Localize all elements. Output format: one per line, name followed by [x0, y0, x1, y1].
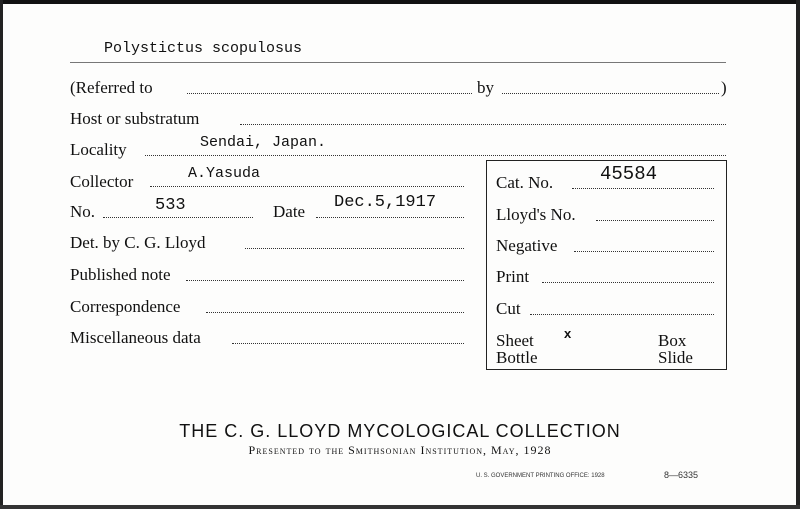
label-host: Host or substratum	[70, 109, 200, 128]
close-paren: )	[721, 78, 727, 97]
box-left-border	[486, 160, 487, 370]
label-date: Date	[273, 202, 306, 221]
label-sheet: Sheet	[496, 331, 534, 350]
label-print: Print	[496, 267, 530, 286]
sheet-mark: x	[564, 326, 572, 341]
printing-office-note: U. S. GOVERNMENT PRINTING OFFICE: 1928	[476, 473, 605, 479]
box-top-border	[486, 160, 727, 161]
scan-edge-bottom	[0, 505, 800, 509]
label-collector: Collector	[70, 172, 134, 191]
box-bottom-border	[486, 369, 727, 370]
lloyds-no-field	[596, 220, 714, 221]
specimen-name: Polystictus scopulosus	[104, 40, 303, 57]
print-field	[542, 282, 714, 283]
label-no: No.	[70, 202, 96, 221]
number-value: 533	[155, 196, 186, 215]
label-referred-to: (Referred to	[70, 78, 153, 97]
locality-field	[145, 155, 726, 156]
by-field	[502, 93, 719, 94]
date-value: Dec.5,1917	[334, 193, 437, 212]
label-misc: Miscellaneous data	[70, 328, 201, 347]
label-cut: Cut	[496, 299, 521, 318]
cat-no-field	[572, 188, 714, 189]
negative-field	[574, 251, 714, 252]
misc-field	[232, 343, 464, 344]
label-correspondence: Correspondence	[70, 297, 181, 316]
collector-value: A.Yasuda	[188, 165, 261, 182]
label-slide: Slide	[658, 348, 693, 367]
collection-subtitle: Presented to the Smithsonian Institution, May, 1928	[248, 443, 552, 457]
referred-to-field	[187, 93, 472, 94]
cat-number-value: 45584	[600, 163, 658, 185]
label-lloyds-no: Lloyd's No.	[496, 205, 576, 224]
date-field	[316, 217, 464, 218]
label-bottle: Bottle	[496, 348, 538, 367]
label-cat-no: Cat. No.	[496, 173, 554, 192]
form-code: 8—6335	[664, 470, 699, 480]
label-locality: Locality	[70, 140, 127, 159]
scan-edge-top	[0, 0, 800, 4]
label-box: Box	[658, 331, 687, 350]
label-negative: Negative	[496, 236, 558, 255]
published-note-field	[186, 280, 464, 281]
det-by-field	[245, 248, 464, 249]
collection-title: THE C. G. LLOYD MYCOLOGICAL COLLECTION	[179, 421, 621, 441]
label-published-note: Published note	[70, 265, 171, 284]
number-field	[103, 217, 253, 218]
name-line	[70, 62, 726, 63]
collector-field	[150, 186, 464, 187]
label-det-by: Det. by C. G. Lloyd	[70, 233, 206, 252]
locality-value: Sendai, Japan.	[200, 134, 327, 151]
label-by: by	[477, 78, 494, 97]
cut-field	[530, 314, 714, 315]
host-field	[240, 124, 726, 125]
box-right-border	[726, 160, 727, 370]
correspondence-field	[206, 312, 464, 313]
